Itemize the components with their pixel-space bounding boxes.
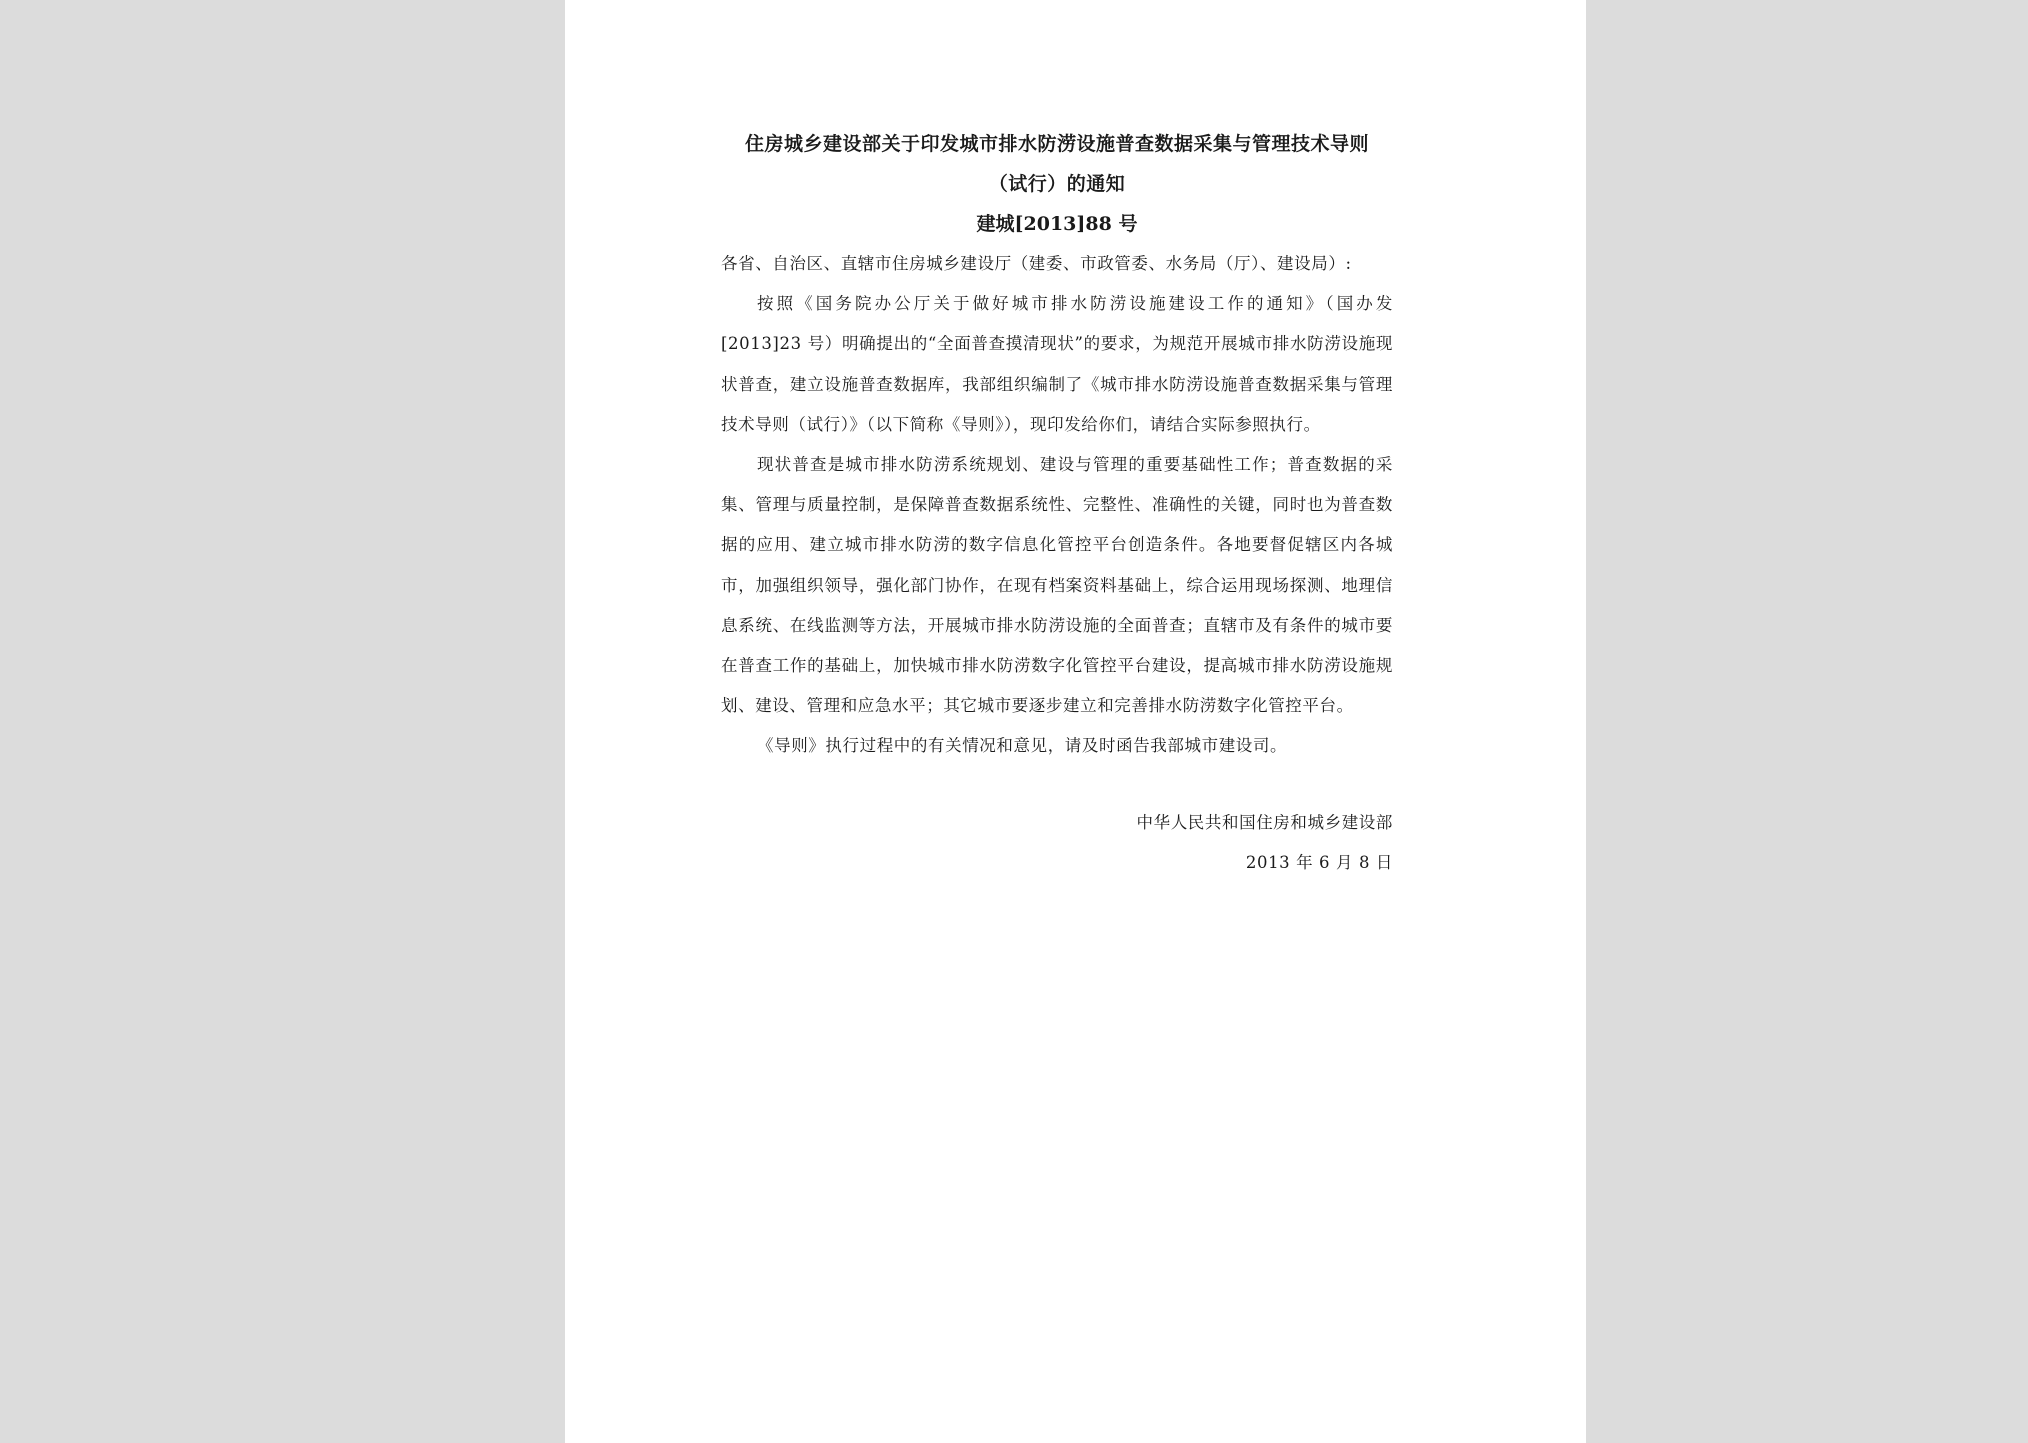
issuer: 中华人民共和国住房和城乡建设部 [1136,812,1393,832]
document-page [565,0,1586,1443]
issue-date: 2013 年 6 月 8 日 [1245,852,1393,872]
signature-block [721,803,1393,883]
salutation: 各省、自治区、直辖市住房城乡建设厅（建委、市政管委、水务局（厅）、建设局）: [721,254,1352,273]
document-title-line-2: （试行）的通知 [988,173,1126,195]
paragraph-1: 按照《国务院办公厅关于做好城市排水防涝设施建设工作的通知》（国办发[2013]23 号）明确提出的“全面普查摸清现状”的要求，为规范开展城市排水防涝设施现状普查，建立设施普查数据库，我部组织编制了《城市排水防涝设施普查数据采集与管理技术导则（试行）》（以下简称《导则》），现印发给你们，请结合实际参照执行。 [721,294,1393,434]
paragraph-3: 《导则》执行过程中的有关情况和意见，请及时函告我部城市建设司。 [757,736,1288,756]
document-title-line-1: 住房城乡建设部关于印发城市排水防涝设施普查数据采集与管理技术导则 [744,133,1369,155]
page-content [721,124,1393,883]
paragraph-2: 现状普查是城市排水防涝系统规划、建设与管理的重要基础性工作；普查数据的采集、管理与质量控制，是保障普查数据系统性、完整性、准确性的关键，同时也为普查数据的应用、建立城市排水防涝的数字信息化管控平台创造条件。各地要督促辖区内各城市，加强组织领导，强化部门协作，在现有档案资料基础上，综合运用现场探测、地理信息系统、在线监测等方法，开展城市排水防涝设施的全面普查；直辖市及有条件的城市要在普查工作的基础上，加快城市排水防涝数字化管控平台建设，提高城市排水防涝设施规划、建设、管理和应急水平；其它城市要逐步建立和完善排水防涝数字化管控平台。 [721,455,1393,716]
document-number: 建城[2013]88 号 [976,213,1138,235]
